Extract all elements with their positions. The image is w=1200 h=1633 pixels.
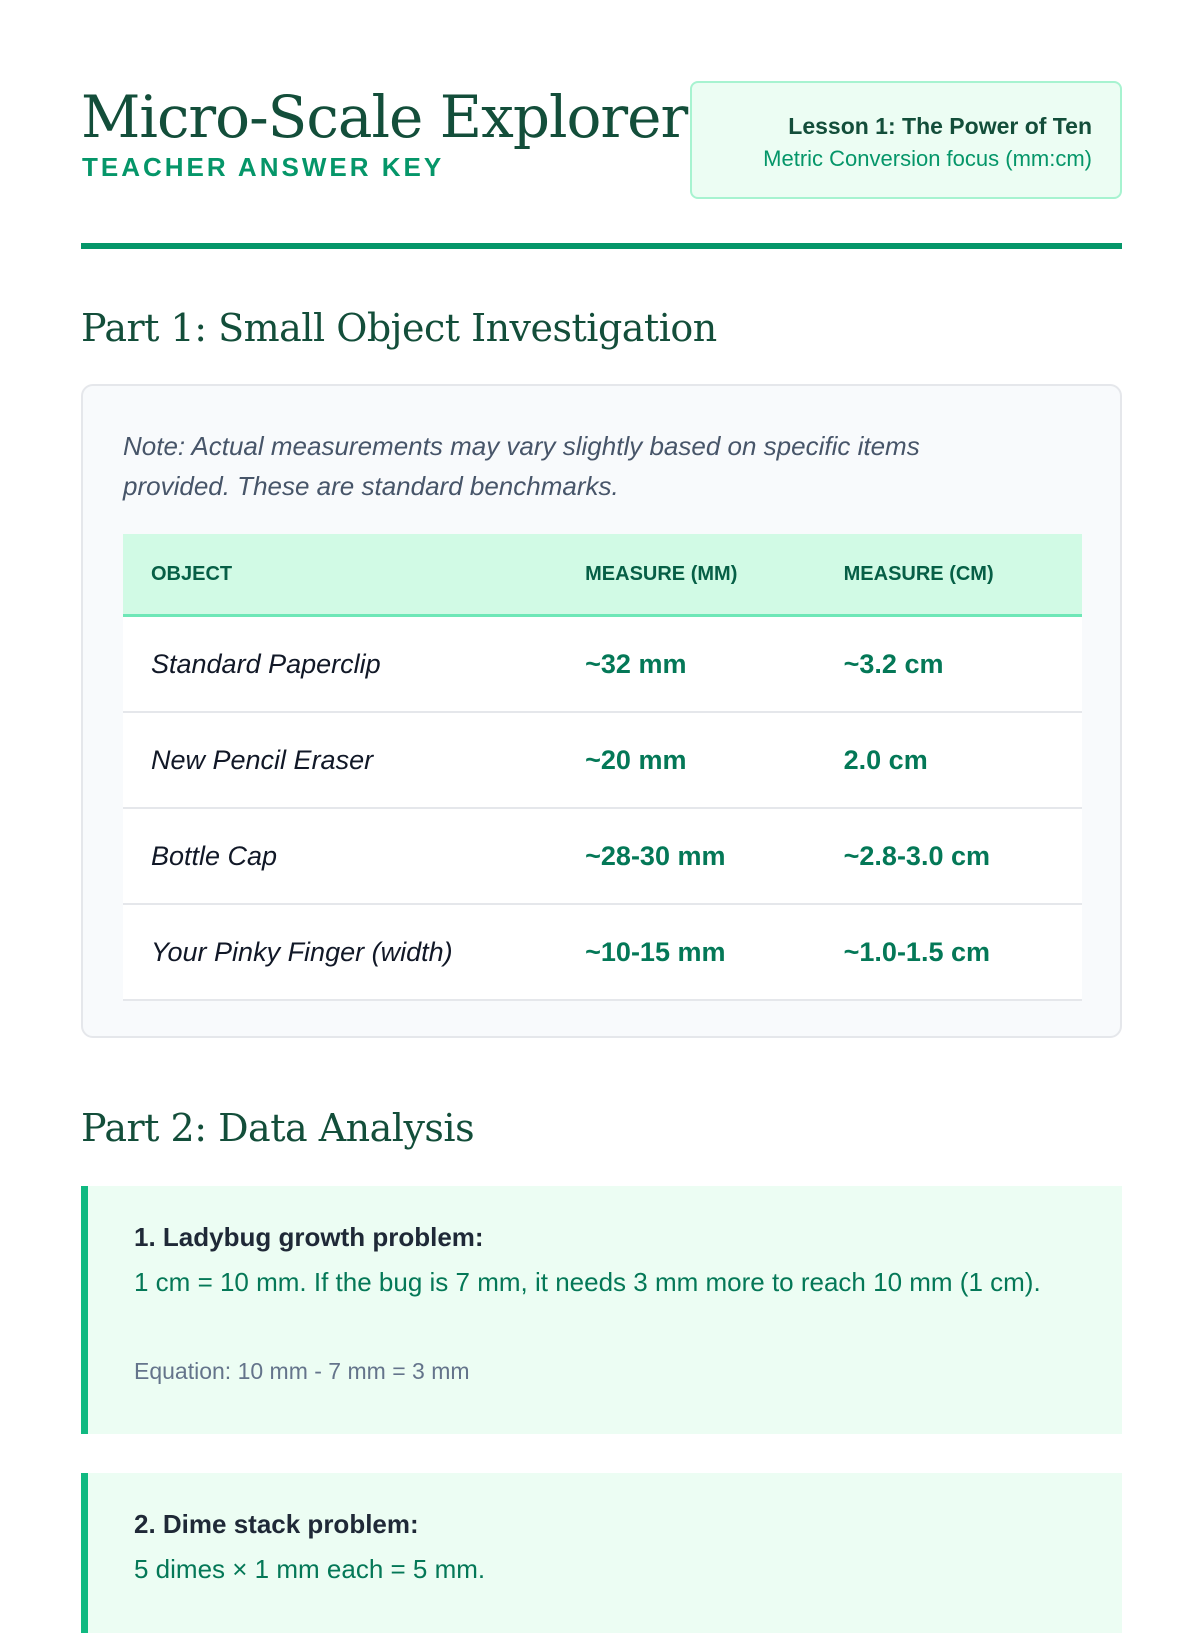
table-row (123, 712, 1082, 808)
mm-cell: ~10-15 mm (557, 904, 816, 1000)
object-cell: Bottle Cap (123, 808, 557, 904)
problem-heading: 1. Ladybug growth problem: (134, 1222, 484, 1252)
column-header-object: OBJECT (123, 534, 557, 616)
cm-cell: ~2.8-3.0 cm (816, 808, 1082, 904)
mm-cell: ~20 mm (557, 712, 816, 808)
part1-title: Part 1: Small Object Investigation (81, 306, 717, 350)
problem-equation: Equation: 10 mm - 7 mm = 3 mm (134, 1358, 470, 1384)
table-row (123, 904, 1082, 1000)
cm-cell: ~3.2 cm (816, 616, 1082, 713)
lesson-title: Lesson 1: The Power of Ten (788, 113, 1092, 139)
table-row (123, 808, 1082, 904)
measurement-note: Note: Actual measurements may vary slightly based on specific items provided. These are standard benchmarks. (123, 431, 920, 501)
object-cell: Your Pinky Finger (width) (123, 904, 557, 1000)
page-header (81, 78, 1122, 204)
table-row (123, 616, 1082, 713)
measurement-table (123, 534, 1082, 1001)
problem-card-dime (81, 1473, 1122, 1633)
page-subtitle: TEACHER ANSWER KEY (82, 152, 445, 182)
problem-card-ladybug (81, 1186, 1122, 1434)
header-divider (81, 243, 1122, 249)
problem-answer: 5 dimes × 1 mm each = 5 mm. (134, 1554, 486, 1584)
object-cell: Standard Paperclip (123, 616, 557, 713)
column-header-mm: MEASURE (MM) (557, 534, 816, 616)
problem-answer: 1 cm = 10 mm. If the bug is 7 mm, it needs 3 mm more to reach 10 mm (1 cm). (134, 1267, 1041, 1297)
part2-title: Part 2: Data Analysis (81, 1106, 475, 1150)
lesson-info-box (690, 81, 1122, 199)
column-header-cm: MEASURE (CM) (816, 534, 1082, 616)
problem-heading: 2. Dime stack problem: (134, 1509, 419, 1539)
mm-cell: ~28-30 mm (557, 808, 816, 904)
object-cell: New Pencil Eraser (123, 712, 557, 808)
cm-cell: ~1.0-1.5 cm (816, 904, 1082, 1000)
investigation-card (81, 384, 1122, 1038)
lesson-focus: Metric Conversion focus (mm:cm) (763, 146, 1092, 171)
page-title: Micro-Scale Explorer (81, 83, 688, 151)
cm-cell: 2.0 cm (816, 712, 1082, 808)
mm-cell: ~32 mm (557, 616, 816, 713)
table-header-row (123, 534, 1082, 616)
